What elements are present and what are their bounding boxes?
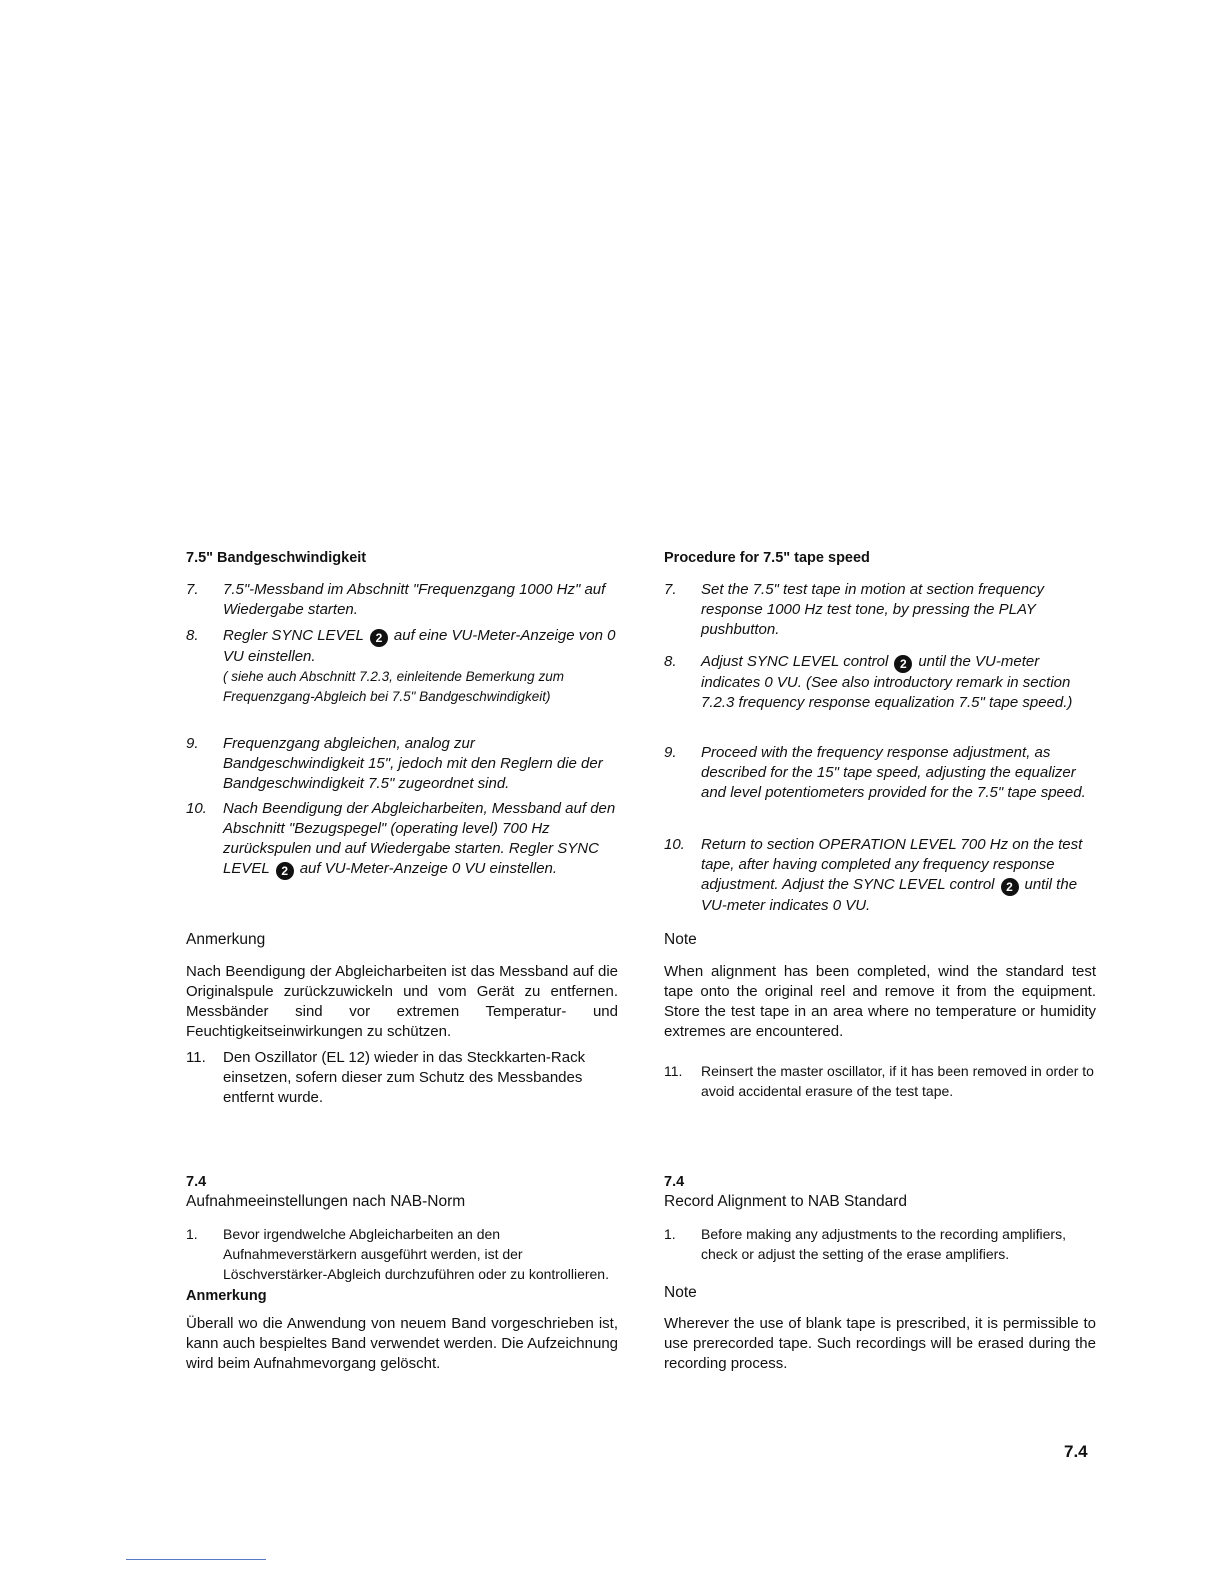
step-text: Before making any adjustments to the recording amplifiers, check or adjust the setting of the erase amplifiers. [701,1226,1066,1262]
step-number: 1. [664,1226,676,1242]
step-text: Set the 7.5" test tape in motion at section frequency response 1000 Hz test tone, by pressing the PLAY pushbutton. [701,581,1045,638]
step-text: Frequenzgang abgleichen, analog zur Bandgeschwindigkeit 15", jedoch mit den Reglern die der Bandgeschwindigkeit 7.5" zugeordnet sind. [223,735,603,792]
english-step-11 [664,1061,1096,1101]
control-number-badge: 2 [894,655,912,673]
control-number-badge: 2 [276,862,294,880]
german-record-note-text: Überall wo die Anwendung von neuem Band vorgeschrieben ist, kann auch bespieltes Band verwendet werden. Die Aufzeichnung wird beim Aufnahmevorgang gelöscht. [186,1315,618,1372]
english-step-7 [664,580,1096,640]
step-number: 7. [664,581,677,598]
german-section-number: 7.4 [186,1174,207,1190]
control-number-badge: 2 [370,629,388,647]
footer-divider [126,1559,266,1560]
english-step-10 [664,835,1096,916]
step-text-continued: auf VU-Meter-Anzeige 0 VU einstellen. [299,860,558,877]
english-note-text: When alignment has been completed, wind the standard test tape onto the original reel and remove it from the equipment. Store the test tape in an area where no temperature or humidity extremes are encountered. [664,963,1096,1040]
step-number: 11. [186,1049,206,1066]
step-number: 10. [186,800,207,817]
step-number: 8. [664,653,677,670]
german-note-heading: Anmerkung [186,931,266,948]
control-number-badge: 2 [1001,878,1019,896]
english-step-8 [664,652,1096,713]
english-speed-heading: Procedure for 7.5" tape speed [664,550,870,566]
step-number: 8. [186,627,199,644]
step-text-continued: auf eine VU-Meter-Anzeige von 0 VU einstellen. [223,627,616,665]
german-speed-heading: 7.5" Bandgeschwindigkeit [186,550,367,566]
step-text: Reinsert the master oscillator, if it has been removed in order to avoid accidental erasure of the test tape. [701,1063,1094,1099]
step-text: Bevor irgendwelche Abgleicharbeiten an den Aufnahmeverstärkern ausgeführt werden, ist der Löschverstärker-Abgleich durchzuführen oder zu kontrollieren. [223,1226,609,1282]
step-text: 7.5"-Messband im Abschnitt "Frequenzgang 1000 Hz" auf Wiedergabe starten. [223,581,606,618]
step-text: Nach Beendigung der Abgleicharbeiten, Messband auf den Abschnitt "Bezugspegel" (operating level) 700 Hz zurückspulen und auf Wiedergabe starten. Regler SYNC LEVEL [223,800,616,877]
german-note-text: Nach Beendigung der Abgleicharbeiten ist das Messband auf die Originalspule zurückzuwickeln und vom Gerät zu entfernen. Messbänder sind vor extremen Temperatur- und Feuchtigkeitseinwirkungen zu schützen. [186,963,618,1040]
step-text: Den Oszillator (EL 12) wieder in das Steckkarten-Rack einsetzen, sofern dieser zum Schutz des Messbandes entfernt wurde. [223,1049,586,1106]
german-step-11 [186,1048,618,1108]
step-number: 9. [186,735,199,752]
english-section-title: Record Alignment to NAB Standard [664,1193,907,1210]
german-section-title: Aufnahmeeinstellungen nach NAB-Norm [186,1193,466,1210]
german-record-note-heading: Anmerkung [186,1288,267,1304]
english-section-number: 7.4 [664,1174,685,1190]
english-note-heading: Note [664,931,697,948]
english-step-9 [664,743,1096,803]
english-record-step-1 [664,1224,1096,1264]
step-text: Return to section OPERATION LEVEL 700 Hz on the test tape, after having completed any frequency response adjustment. Adjust the SYNC LEVEL control [701,836,1083,893]
english-record-note-text: Wherever the use of blank tape is prescribed, it is permissible to use prerecorded tape. Such recordings will be erased during the recording process. [664,1315,1096,1372]
step-remark: ( siehe auch Abschnitt 7.2.3, einleitende Bemerkung zum Frequenzgang-Abgleich bei 7.5" Bandgeschwindigkeit) [223,669,564,704]
step-text-continued: until the VU-meter indicates 0 VU. (See also introductory remark in section 7.2.3 frequency response equalization 7.5" tape speed.) [701,653,1073,711]
step-text-continued: until the VU-meter indicates 0 VU. [701,876,1078,914]
step-text: Adjust SYNC LEVEL control [701,653,889,670]
step-number: 1. [186,1226,198,1242]
step-text: Regler SYNC LEVEL [223,627,364,644]
page-number: 7.4 [1064,1442,1088,1461]
german-step-8 [186,626,618,707]
german-step-7 [186,580,618,620]
german-step-9 [186,734,618,794]
german-step-10 [186,799,618,880]
step-number: 11. [664,1063,683,1079]
german-record-step-1 [186,1224,618,1284]
step-number: 10. [664,836,685,853]
english-record-note-heading: Note [664,1284,697,1301]
step-number: 7. [186,581,199,598]
step-number: 9. [664,744,677,761]
step-text: Proceed with the frequency response adjustment, as described for the 15" tape speed, adjusting the equalizer and level potentiometers provided for the 7.5" tape speed. [701,744,1086,801]
